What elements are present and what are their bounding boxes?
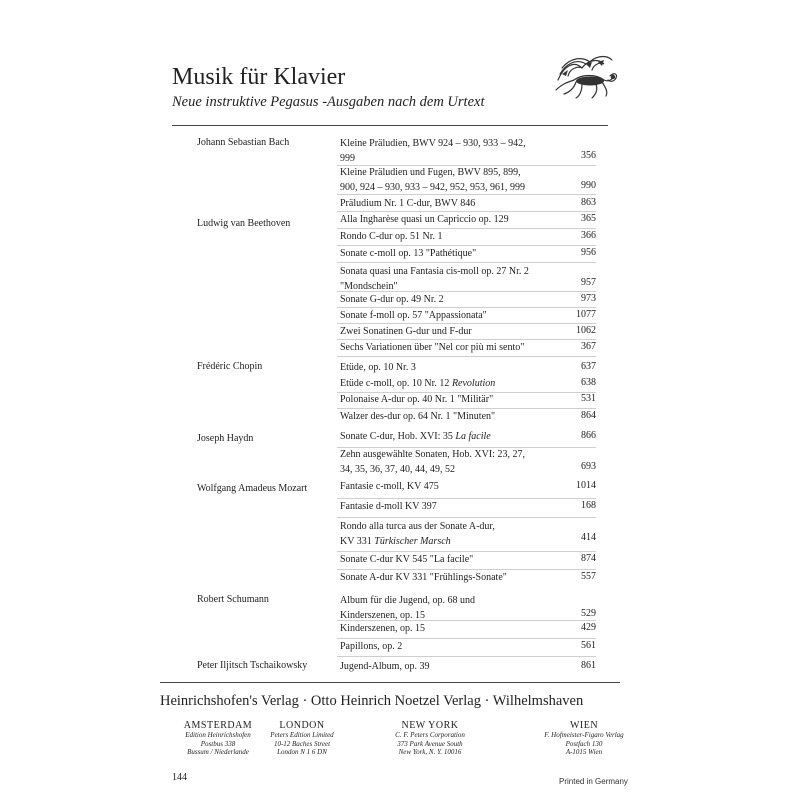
work-title xyxy=(340,137,560,166)
edition-number: 864 xyxy=(581,410,596,421)
work-title-italic: Revolution xyxy=(451,378,496,389)
work-title xyxy=(340,377,560,392)
city-name: WIEN xyxy=(569,720,599,731)
work-title xyxy=(340,660,560,675)
city-address-line: Bussum / Niederlande xyxy=(187,748,249,756)
edition-number: 1014 xyxy=(576,480,596,491)
work-title xyxy=(340,640,560,655)
work-title-line: 900, 924 – 930, 933 – 942, 952, 953, 961, 999 xyxy=(340,181,525,193)
work-title-line: Alla Ingharèse quasi un Capriccio op. 129 xyxy=(340,214,509,225)
work-title-line: Sonate C-dur, Hob. XVI: 35 xyxy=(340,431,456,442)
city-name: AMSTERDAM xyxy=(183,720,253,731)
work-title-line: Fantasie d-moll KV 397 xyxy=(340,501,437,512)
city-name: NEW YORK xyxy=(401,720,459,731)
edition-number: 531 xyxy=(581,393,596,404)
bottom-rule xyxy=(160,682,620,683)
edition-number: 637 xyxy=(581,361,596,372)
page-number: 144 xyxy=(172,772,187,783)
work-title-italic: La facile xyxy=(455,431,491,442)
publisher-city xyxy=(232,720,372,757)
work-title-italic: Türkischer Marsch xyxy=(374,535,451,547)
city-address-line: New York, N. Y. 10016 xyxy=(398,748,462,756)
work-title xyxy=(340,410,560,425)
row-divider xyxy=(337,551,596,552)
city-address-line: London N 1 6 DN xyxy=(277,748,327,756)
work-title xyxy=(340,571,560,586)
row-divider xyxy=(337,498,596,499)
work-title-line: Polonaise A-dur op. 40 Nr. 1 "Militär" xyxy=(340,394,494,405)
work-title-line: Fantasie c-moll, KV 475 xyxy=(340,481,439,492)
composer-name: Robert Schumann xyxy=(197,594,269,605)
printed-in-germany: Printed in Germany xyxy=(559,777,628,786)
work-title xyxy=(340,361,560,376)
edition-number: 561 xyxy=(581,640,596,651)
edition-number: 638 xyxy=(581,377,596,388)
row-divider xyxy=(337,245,596,246)
work-title xyxy=(340,293,560,308)
composer-name: Johann Sebastian Bach xyxy=(197,137,290,148)
work-title-line: Kinderszenen, op. 15 xyxy=(340,623,425,634)
row-divider xyxy=(337,569,596,570)
work-title-line: Papillons, op. 2 xyxy=(340,641,403,652)
work-title xyxy=(340,430,560,445)
work-title xyxy=(340,520,560,549)
edition-number: 356 xyxy=(581,150,596,161)
work-title-line: Sonate G-dur op. 49 Nr. 2 xyxy=(340,294,444,305)
work-title xyxy=(340,166,560,195)
row-divider xyxy=(337,656,596,657)
work-title xyxy=(340,622,560,637)
edition-number: 956 xyxy=(581,247,596,258)
edition-number: 557 xyxy=(581,571,596,582)
work-title-line: "Mondschein" xyxy=(340,280,398,292)
work-title-line: Sechs Variationen über "Nel cor più mi sento" xyxy=(340,342,525,353)
city-address-line: Peters Edition Limited xyxy=(270,731,334,739)
work-title xyxy=(340,213,560,228)
work-title-line: Jugend-Album, op. 39 xyxy=(340,661,430,672)
work-title-line: Kleine Präludien und Fugen, BWV 895, 899, xyxy=(340,167,521,178)
work-title xyxy=(340,230,560,245)
edition-number: 874 xyxy=(581,553,596,564)
work-title xyxy=(340,325,560,340)
work-title xyxy=(340,341,560,356)
top-rule xyxy=(172,125,608,126)
work-title-line: Walzer des-dur op. 64 Nr. 1 "Minuten" xyxy=(340,411,496,422)
row-divider xyxy=(337,228,596,229)
work-title-line: Sonate f-moll op. 57 "Appassionata" xyxy=(340,310,487,321)
work-title-line: Zwei Sonatinen G-dur und F-dur xyxy=(340,326,472,337)
work-title xyxy=(340,393,560,408)
edition-number: 1077 xyxy=(576,309,596,320)
work-title-line: Kleine Präludien, BWV 924 – 930, 933 – 942, xyxy=(340,138,526,149)
pegasus-icon xyxy=(552,54,620,102)
edition-number: 414 xyxy=(581,532,596,543)
edition-number: 957 xyxy=(581,277,596,288)
work-title-line: Rondo alla turca aus der Sonate A-dur, xyxy=(340,521,495,532)
work-title xyxy=(340,480,560,495)
edition-number: 973 xyxy=(581,293,596,304)
city-name: LONDON xyxy=(279,720,325,731)
page-subtitle: Neue instruktive Pegasus -Ausgaben nach dem Urtext xyxy=(172,94,485,110)
city-address-line: 373 Park Avenue South xyxy=(397,739,463,748)
publisher-city xyxy=(514,720,654,757)
city-address-line: F. Hofmeister-Figaro Verlag xyxy=(544,731,624,739)
work-title xyxy=(340,448,560,477)
city-address-line: Postfach 130 xyxy=(565,739,603,748)
work-title-line: KV 331 xyxy=(340,535,375,547)
edition-number: 693 xyxy=(581,461,596,472)
composer-name: Frédéric Chopin xyxy=(197,361,263,372)
edition-number: 1062 xyxy=(576,325,596,336)
row-divider xyxy=(337,408,596,409)
composer-name: Joseph Haydn xyxy=(197,433,254,444)
work-title xyxy=(340,553,560,568)
edition-number: 366 xyxy=(581,230,596,241)
edition-number: 168 xyxy=(581,500,596,511)
edition-number: 429 xyxy=(581,622,596,633)
work-title-line: Kinderszenen, op. 15 xyxy=(340,609,425,621)
edition-number: 861 xyxy=(581,660,596,671)
work-title xyxy=(340,500,560,515)
work-title xyxy=(340,309,560,324)
work-title-line: Etüde c-moll, op. 10 Nr. 12 xyxy=(340,378,452,389)
city-address-line: C. F. Peters Corporation xyxy=(395,731,465,739)
publisher-city xyxy=(360,720,500,757)
edition-number: 367 xyxy=(581,341,596,352)
page-title: Musik für Klavier xyxy=(172,64,346,90)
edition-number: 866 xyxy=(581,430,596,441)
work-title-line: Etüde, op. 10 Nr. 3 xyxy=(340,362,416,373)
row-divider xyxy=(337,262,596,263)
work-title xyxy=(340,197,560,212)
work-title-line: Präludium Nr. 1 C-dur, BWV 846 xyxy=(340,198,476,209)
edition-number: 365 xyxy=(581,213,596,224)
work-title-line: Sonate c-moll op. 13 "Pathétique" xyxy=(340,248,477,259)
work-title-line: Sonate C-dur KV 545 "La facile" xyxy=(340,554,474,565)
row-divider xyxy=(337,638,596,639)
work-title-line: Rondo C-dur op. 51 Nr. 1 xyxy=(340,231,443,242)
composer-name: Wolfgang Amadeus Mozart xyxy=(197,483,308,494)
work-title-line: Zehn ausgewählte Sonaten, Hob. XVI: 23, 27, xyxy=(340,449,525,460)
publishers-line: Heinrichshofen's Verlag · Otto Heinrich Noetzel Verlag · Wilhelmshaven xyxy=(160,693,584,709)
city-address-line: Edition Heinrichshofen xyxy=(185,731,251,739)
city-address-line: 10-12 Baches Street xyxy=(273,739,331,748)
composer-name: Ludwig van Beethoven xyxy=(197,218,291,229)
work-title xyxy=(340,265,560,294)
edition-number: 529 xyxy=(581,608,596,619)
work-title-line: 34, 35, 36, 37, 40, 44, 49, 52 xyxy=(340,463,455,475)
row-divider xyxy=(337,517,596,518)
work-title xyxy=(340,247,560,262)
city-address-line: Postbus 338 xyxy=(200,739,236,748)
work-title-line: Album für die Jugend, op. 68 und xyxy=(340,595,475,606)
edition-number: 863 xyxy=(581,197,596,208)
edition-number: 990 xyxy=(581,180,596,191)
work-title-line: Sonata quasi una Fantasia cis-moll op. 27 Nr. 2 xyxy=(340,266,529,277)
composer-name: Peter Iljitsch Tschaikowsky xyxy=(197,660,308,671)
city-address-line: A-1015 Wien xyxy=(565,748,603,756)
work-title-line: Sonate A-dur KV 331 "Frühlings-Sonate" xyxy=(340,572,507,583)
work-title xyxy=(340,594,560,623)
work-title-line: 999 xyxy=(340,152,355,164)
row-divider xyxy=(337,356,596,357)
